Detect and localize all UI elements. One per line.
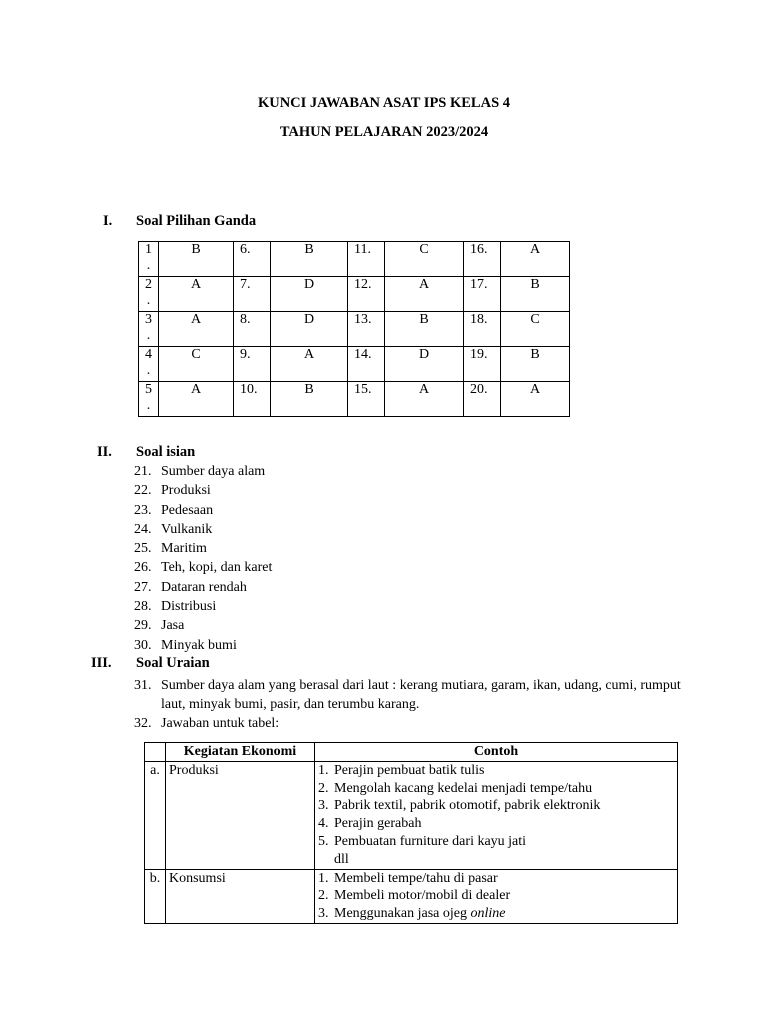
- item-number: 27.: [134, 579, 152, 595]
- question-number-cell: 16.: [464, 242, 501, 277]
- answer-cell: D: [271, 312, 348, 347]
- table-row: [139, 277, 570, 312]
- answer-cell: B: [501, 277, 570, 312]
- item-text: Minyak bumi: [161, 637, 237, 653]
- answer-cell: D: [385, 347, 464, 382]
- answer-cell: C: [501, 312, 570, 347]
- table-header-contoh: Contoh: [315, 743, 678, 762]
- page-subtitle: TAHUN PELAJARAN 2023/2024: [279, 124, 489, 140]
- question-number: 3: [145, 312, 152, 327]
- question-number-cell: 11.: [348, 242, 385, 277]
- essay-text: Jawaban untuk tabel:: [161, 716, 280, 731]
- item-text: Distribusi: [161, 599, 217, 615]
- list-item: [134, 616, 272, 635]
- item-number: 3.: [318, 798, 329, 814]
- answer-cell: C: [159, 347, 234, 382]
- question-number: 2: [145, 277, 152, 292]
- item-text: Jasa: [161, 618, 185, 634]
- item-number: 22.: [134, 483, 152, 499]
- answer-cell: A: [501, 242, 570, 277]
- item-text: Pabrik textil, pabrik otomotif, pabrik elektronik: [334, 798, 601, 814]
- italic-text: online: [470, 906, 506, 922]
- answer-cell: B: [159, 242, 234, 277]
- item-text: Menggunakan jasa ojeg: [334, 906, 471, 922]
- question-number-cell: 20.: [464, 382, 501, 417]
- table-row: [139, 312, 570, 347]
- question-number-cell: 12.: [348, 277, 385, 312]
- list-item: [318, 762, 674, 780]
- question-number-dot: .: [146, 363, 151, 378]
- item-text: Membeli tempe/tahu di pasar: [334, 870, 498, 886]
- list-item: [318, 797, 674, 815]
- list-item: [318, 780, 674, 798]
- item-text: Produksi: [161, 483, 211, 499]
- item-number: 30.: [134, 637, 152, 653]
- item-number: 25.: [134, 541, 152, 557]
- question-number-cell: [139, 382, 159, 417]
- contoh-cell: [315, 761, 678, 869]
- list-item: [134, 539, 272, 558]
- item-text: Mengolah kacang kedelai menjadi tempe/tahu: [334, 780, 593, 796]
- essay-number: 32.: [134, 716, 152, 731]
- row-letter: b.: [145, 869, 166, 923]
- question-number-cell: [139, 277, 159, 312]
- question-number-cell: 19.: [464, 347, 501, 382]
- table-row: [139, 382, 570, 417]
- question-number-cell: 8.: [234, 312, 271, 347]
- item-text: Sumber daya alam: [161, 464, 266, 479]
- economic-activity-table: [144, 742, 678, 924]
- list-item: [318, 870, 674, 888]
- question-number-cell: 10.: [234, 382, 271, 417]
- question-number-dot: .: [146, 293, 151, 308]
- question-number-cell: 17.: [464, 277, 501, 312]
- question-number-cell: 18.: [464, 312, 501, 347]
- list-item: [134, 520, 272, 539]
- list-item: [134, 501, 272, 520]
- item-text: Teh, kopi, dan karet: [161, 560, 273, 576]
- page-title: KUNCI JAWABAN ASAT IPS KELAS 4: [257, 95, 511, 111]
- list-item: [318, 815, 674, 833]
- item-text: Pedesaan: [161, 502, 214, 518]
- question-number-dot: .: [146, 328, 151, 343]
- contoh-list: [318, 762, 674, 851]
- question-number-dot: .: [146, 398, 151, 413]
- question-number-dot: .: [146, 258, 151, 273]
- item-number: 28.: [134, 599, 152, 615]
- item-number: 21.: [134, 464, 152, 479]
- table-header-kegiatan: Kegiatan Ekonomi: [166, 743, 315, 762]
- item-text: Dataran rendah: [161, 579, 247, 595]
- item-number: 1.: [318, 762, 329, 778]
- item-number: 26.: [134, 560, 152, 576]
- question-number-cell: 13.: [348, 312, 385, 347]
- table-row: [145, 761, 678, 869]
- item-number: 5.: [318, 833, 329, 849]
- item-text: Vulkanik: [161, 521, 213, 537]
- question-number: 4: [145, 347, 152, 362]
- essay-text: Sumber daya alam yang berasal dari laut : kerang mutiara, garam, ikan, udang, cumi, rumput laut, minyak bumi, pasir, dan terumbu karang.: [161, 678, 681, 712]
- list-item: [134, 636, 272, 655]
- item-number: 23.: [134, 502, 152, 518]
- table-row: [145, 869, 678, 923]
- section-3-heading: Soal Uraian: [136, 655, 210, 671]
- question-number-cell: 7.: [234, 277, 271, 312]
- list-item: [318, 833, 674, 851]
- answer-cell: A: [159, 382, 234, 417]
- item-text: Perajin pembuat batik tulis: [334, 762, 485, 778]
- essay-answers: [134, 676, 684, 733]
- item-text: Maritim: [161, 541, 207, 557]
- list-item: [134, 462, 272, 481]
- item-number: 4.: [318, 816, 329, 832]
- row-letter: a.: [145, 761, 166, 869]
- list-item: [134, 597, 272, 616]
- list-item: [134, 558, 272, 577]
- contoh-cell: [315, 869, 678, 923]
- contoh-list: [318, 870, 674, 923]
- multiple-choice-table: [138, 241, 570, 417]
- item-text: Pembuatan furniture dari kayu jati: [334, 833, 527, 849]
- kegiatan-cell: Konsumsi: [166, 869, 315, 923]
- answer-cell: A: [385, 382, 464, 417]
- answer-cell: D: [271, 277, 348, 312]
- essay-number: 31.: [134, 678, 152, 693]
- section-2-heading: Soal isian: [136, 444, 196, 460]
- answer-cell: A: [385, 277, 464, 312]
- answer-cell: C: [385, 242, 464, 277]
- question-number-cell: 6.: [234, 242, 271, 277]
- answer-cell: A: [159, 312, 234, 347]
- question-number-cell: [139, 312, 159, 347]
- question-number: 5: [145, 382, 152, 397]
- item-number: 29.: [134, 618, 152, 634]
- answer-cell: A: [271, 347, 348, 382]
- list-item: [318, 905, 674, 923]
- essay-answer-32: [134, 714, 684, 733]
- section-1-number: I.: [103, 213, 113, 229]
- question-number-cell: [139, 347, 159, 382]
- item-number: 1.: [318, 870, 329, 886]
- essay-answer-31: [134, 676, 684, 714]
- kegiatan-cell: Produksi: [166, 761, 315, 869]
- question-number-cell: 14.: [348, 347, 385, 382]
- question-number-cell: 9.: [234, 347, 271, 382]
- item-number: 2.: [318, 780, 329, 796]
- section-3-number: III.: [91, 655, 112, 671]
- question-number-cell: [139, 242, 159, 277]
- table-row: [139, 242, 570, 277]
- item-text: Perajin gerabah: [334, 816, 422, 832]
- item-number: 2.: [318, 888, 329, 904]
- list-item: [318, 887, 674, 905]
- answer-cell: B: [271, 242, 348, 277]
- answer-cell: A: [159, 277, 234, 312]
- item-number: 24.: [134, 521, 152, 537]
- section-1-heading: Soal Pilihan Ganda: [136, 213, 257, 229]
- table-header-row: [145, 743, 678, 762]
- question-number: 1: [145, 242, 152, 257]
- table-row: [139, 347, 570, 382]
- item-text: Membeli motor/mobil di dealer: [334, 888, 511, 904]
- list-item: [134, 578, 272, 597]
- item-number: 3.: [318, 906, 329, 922]
- answer-cell: A: [501, 382, 570, 417]
- list-item: [134, 481, 272, 500]
- contoh-extra: dll: [334, 851, 349, 867]
- answer-cell: B: [385, 312, 464, 347]
- question-number-cell: 15.: [348, 382, 385, 417]
- answer-cell: B: [271, 382, 348, 417]
- section-2-number: II.: [97, 444, 112, 460]
- fill-in-answer-list: [134, 462, 272, 655]
- answer-cell: B: [501, 347, 570, 382]
- table-header-blank: [145, 743, 166, 762]
